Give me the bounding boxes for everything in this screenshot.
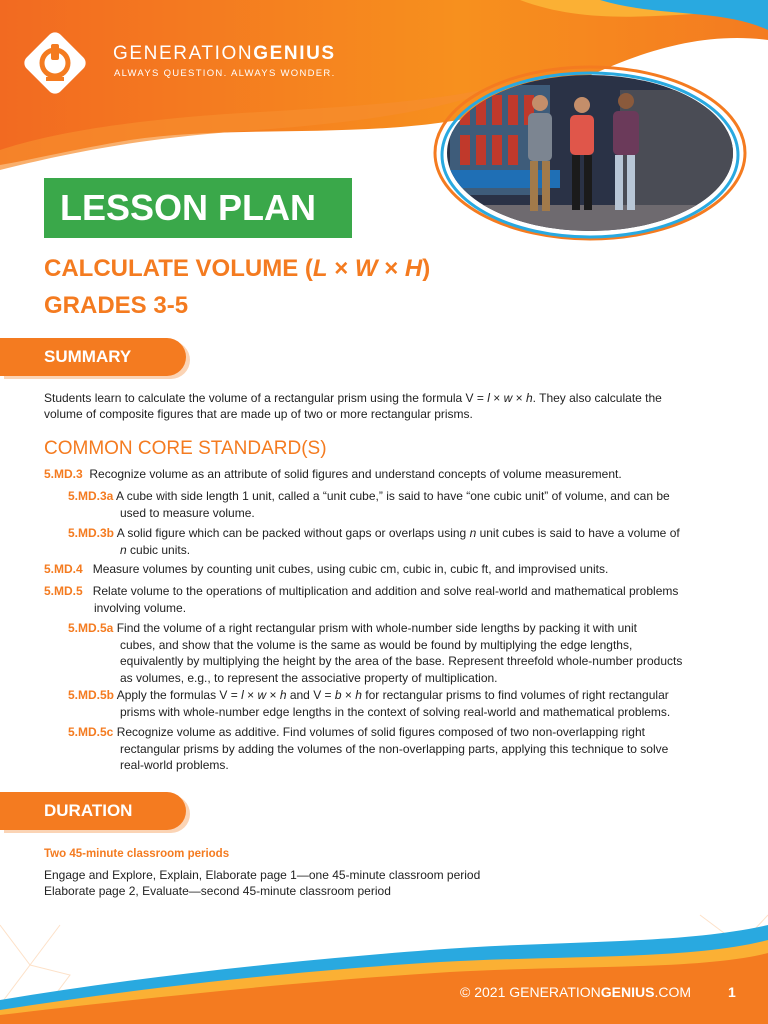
common-core-heading: COMMON CORE STANDARD(S)	[44, 438, 327, 459]
standard-5md4: 5.MD.4 Measure volumes by counting unit cubes, using cubic cm, cubic in, cubic ft, and improvised units.	[44, 562, 609, 576]
page-number: 1	[728, 984, 736, 1000]
brand-tagline: ALWAYS QUESTION. ALWAYS WONDER.	[114, 68, 336, 79]
footer-copyright: © 2021 GENERATIONGENIUS.COM	[460, 984, 692, 1000]
lesson-plan-banner: LESSON PLAN	[44, 178, 352, 238]
summary-text: Students learn to calculate the volume of a rectangular prism using the formula V = l × w × h. They also calculate the volume of composite figures that are made up of two or more rectangular prisms.	[44, 391, 662, 421]
standard-5md3a: 5.MD.3a A cube with side length 1 unit, called a “unit cube,” is said to have “one cubic unit” of volume, and can be used to measure volume.	[68, 489, 670, 520]
standard-5md3b: 5.MD.3b A solid figure which can be packed without gaps or overlaps using n unit cubes is said to have a volume of n cubic units.	[68, 526, 680, 557]
duration-line-1: Engage and Explore, Explain, Elaborate page 1—one 45-minute classroom period	[44, 868, 481, 882]
lesson-photo	[430, 65, 750, 245]
lesson-grades: GRADES 3-5	[44, 292, 189, 319]
duration-subheading: Two 45-minute classroom periods	[44, 848, 230, 860]
lesson-title: CALCULATE VOLUME (L × W × H)	[44, 255, 431, 282]
brand-name: GENERATIONGENIUS	[113, 43, 336, 64]
standard-5md5a: 5.MD.5a Find the volume of a right rectangular prism with whole-number side lengths by packing it with unit cubes, and show that the volume is the same as would be found by multiplying the edge lengths, equivalently by multiplying the height by the area of the base. Represent threefold whole-number products as volumes, e.g., to represent the associative property of multiplication.	[68, 621, 683, 685]
standard-5md5b: 5.MD.5b Apply the formulas V = l × w × h and V = b × h for rectangular prisms to find volumes of right rectangular prisms with whole-number edge lengths in the context of solving real-world and mathematical problems.	[68, 688, 671, 719]
summary-heading: SUMMARY	[0, 338, 186, 376]
logo-icon	[20, 28, 90, 98]
duration-heading: DURATION	[0, 792, 186, 830]
standard-5md5: 5.MD.5 Relate volume to the operations of multiplication and addition and solve real-world and mathematical problems involving volume.	[44, 584, 679, 615]
footer-background	[0, 905, 768, 1024]
standard-5md5c: 5.MD.5c Recognize volume as additive. Find volumes of solid figures composed of two non-overlapping right rectangular prisms by adding the volumes of the non-overlapping parts, applying this technique to solve real-world problems.	[68, 725, 669, 772]
standard-5md3: 5.MD.3 Recognize volume as an attribute of solid figures and understand concepts of volume measurement.	[44, 467, 622, 481]
duration-line-2: Elaborate page 2, Evaluate—second 45-minute classroom period	[44, 884, 391, 898]
